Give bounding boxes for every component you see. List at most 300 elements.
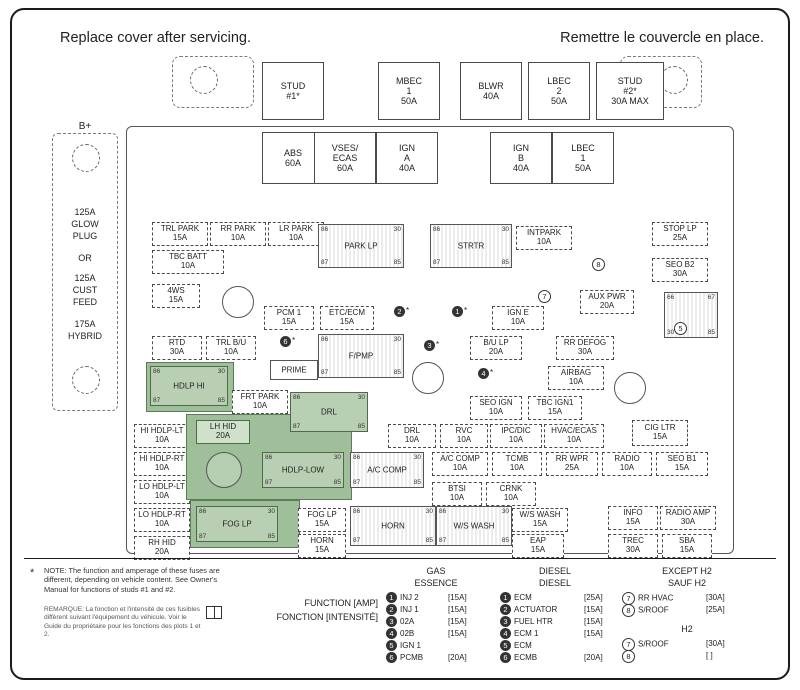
fuse-etc-ecm-amp: 15A <box>339 317 355 326</box>
relay-hdlp-hi-t87: 87 <box>153 397 161 404</box>
relay-drl[interactable] <box>290 392 368 432</box>
fuse-seo-ign-name: SEO IGN <box>479 398 513 408</box>
fuse-airbag[interactable] <box>548 366 604 390</box>
relay-fpmp-name: F/PMP <box>348 351 374 361</box>
legend-function-amp: FUNCTION [AMP] <box>304 598 378 608</box>
legend-col2-title1: DIESEL <box>538 566 571 576</box>
fuse-frt-park[interactable] <box>232 390 288 414</box>
legend-h2-1-amp: [30A] <box>706 639 725 648</box>
fuse-lbec-1-sub: 1 <box>580 152 586 163</box>
fuse-abs-name: ABS <box>283 147 302 158</box>
fuse-hi-hdlp-rt[interactable] <box>134 452 190 476</box>
fuse-crnk-amp: 10A <box>503 493 519 502</box>
legend-chip-d5: 5 <box>500 640 511 651</box>
fuse-eap-name: EAP <box>529 536 546 546</box>
callout-6-star: * <box>292 336 296 345</box>
fuse-ign-a-name: IGN <box>398 142 415 153</box>
glow-plug-label: 125A GLOW PLUG <box>71 207 99 242</box>
legend-diesel-1-name: ECM <box>514 593 532 602</box>
fuse-rr-defog-amp: 30A <box>577 347 593 356</box>
fuse-stop-lp[interactable] <box>652 222 708 246</box>
fuse-4ws-amp: 15A <box>168 295 184 304</box>
fuse-airbag-name: AIRBAG <box>560 368 592 378</box>
legend-chip-2: 2 <box>386 604 397 615</box>
relay-hdlp-low-t30: 30 <box>333 454 341 461</box>
relay-stud-block-t85: 85 <box>707 329 715 336</box>
fuse-mbec-1-sub: 1 <box>406 85 412 96</box>
legend-col3-title2: SAUF H2 <box>667 578 706 588</box>
fuse-hvac-ecas[interactable] <box>544 424 604 448</box>
fuse-hi-hdlp-lt-name: HI HDLP-LT <box>140 426 184 436</box>
relay-prime-name: PRIME <box>281 365 307 375</box>
fuse-lr-park[interactable] <box>268 222 324 246</box>
relay-drl-t87: 87 <box>293 423 301 430</box>
fuse-ign-b-amp: 40A <box>512 163 529 174</box>
legend-row-exh2-1 <box>622 592 762 604</box>
relay-drl-t86: 86 <box>293 394 301 401</box>
relay-strtr[interactable] <box>430 224 512 268</box>
fuse-stud-2-sub: #2* <box>623 85 637 96</box>
legend-chip-h7: 7 <box>622 638 635 651</box>
fuse-lbec-2[interactable] <box>528 62 590 120</box>
fuse-rr-park-name: RR PARK <box>220 224 256 234</box>
callout-7: 7 <box>538 290 551 303</box>
callout-4-star: * <box>490 368 494 377</box>
legend-gas-1-amp: [15A] <box>448 593 467 602</box>
relay-fpmp-t85: 85 <box>393 369 401 376</box>
fuse-hi-hdlp-rt-amp: 10A <box>154 463 170 472</box>
fuse-pcm-1[interactable] <box>264 306 314 330</box>
fuse-rtd-amp: 30A <box>169 347 185 356</box>
fuse-bu-lp[interactable] <box>470 336 522 360</box>
fuse-rvc-amp: 10A <box>456 435 472 444</box>
fuse-rr-wpr[interactable] <box>546 452 598 476</box>
legend-row-gas-4 <box>386 628 496 640</box>
fuse-eap[interactable] <box>512 534 564 558</box>
fuse-btsi-amp: 10A <box>449 493 465 502</box>
fuse-vses-name: VSES/ <box>331 142 359 153</box>
fuse-seo-b1[interactable] <box>656 452 708 476</box>
fuse-tcmb-name: TCMB <box>505 454 529 464</box>
legend-exh2-2-name: S/ROOF <box>638 605 669 615</box>
legend-gas-2-amp: [15A] <box>448 605 467 614</box>
fuse-radio-amp[interactable] <box>660 506 716 530</box>
fuse-rr-park[interactable] <box>210 222 266 246</box>
callout-3: 3 <box>424 340 435 351</box>
relay-park-lp-t87: 87 <box>321 259 329 266</box>
relay-horn-t87: 87 <box>353 537 361 544</box>
fuse-info[interactable] <box>608 506 658 530</box>
legend-chip-d2: 2 <box>500 604 511 615</box>
fuse-stud-1-name: STUD <box>280 80 306 91</box>
fuse-fog-lp[interactable] <box>298 508 346 532</box>
fuse-blwr[interactable] <box>460 62 522 120</box>
callout-2: 2 <box>394 306 405 317</box>
fuse-frt-park-name: FRT PARK <box>240 392 280 402</box>
relay-stud-block-t67: 67 <box>707 294 715 301</box>
fuse-frt-park-amp: 10A <box>252 401 268 410</box>
relay-park-lp-name: PARK LP <box>344 241 378 251</box>
fuse-tbc-ign1[interactable] <box>528 396 582 420</box>
fuse-eap-amp: 15A <box>530 545 546 554</box>
legend-chip-d6: 6 <box>500 652 511 663</box>
relay-horn-t30: 30 <box>425 508 433 515</box>
fuse-rr-park-amp: 10A <box>230 233 246 242</box>
bplus-stud-2 <box>72 366 100 394</box>
fuse-blwr-name: BLWR <box>478 80 504 91</box>
fuse-radio-amp: 10A <box>619 463 635 472</box>
fuse-hi-hdlp-lt-amp: 10A <box>154 435 170 444</box>
relay-ac-comp-t30: 30 <box>413 454 421 461</box>
legend-col2-title2: DIESEL <box>538 578 571 588</box>
relay-horn-t85: 85 <box>425 537 433 544</box>
fuse-aux-pwr-name: AUX PWR <box>588 292 626 302</box>
fuse-rh-hid[interactable] <box>134 536 190 560</box>
relay-strtr-t86: 86 <box>433 226 441 233</box>
header-left: Replace cover after servicing. <box>60 30 251 46</box>
legend-diesel-3-name: FUEL HTR <box>514 617 553 626</box>
fuse-bu-lp-amp: 20A <box>488 347 504 356</box>
fuse-seo-b1-amp: 15A <box>674 463 690 472</box>
legend-diesel-2-amp: [15A] <box>584 605 603 614</box>
fuse-rvc-name: RVC <box>455 426 473 436</box>
relay-ac-comp-t87: 87 <box>353 479 361 486</box>
fuse-stud-1-sub: #1* <box>286 91 300 101</box>
legend-row-gas-5 <box>386 640 496 652</box>
legend-h2-2-amp: [ ] <box>706 651 713 660</box>
legend-chip-d4: 4 <box>500 628 511 639</box>
cust-feed-label: 125A CUST FEED <box>72 273 98 308</box>
legend-row-h2-1 <box>622 638 762 650</box>
fuse-crnk-name: CRNK <box>499 484 523 494</box>
fuse-ign-a-amp: 40A <box>398 163 415 174</box>
relay-park-lp[interactable] <box>318 224 404 268</box>
legend-row-h2-2 <box>622 650 762 662</box>
fuse-4ws-name: 4WS <box>167 286 185 296</box>
fuse-stop-lp-amp: 25A <box>672 233 688 242</box>
relay-park-lp-t30: 30 <box>393 226 401 233</box>
relay-hdlp-low-t86: 86 <box>265 454 273 461</box>
legend-h2-1-name: S/ROOF <box>638 639 669 649</box>
legend-exh2-2-amp: [25A] <box>706 605 725 614</box>
fuse-pcm-1-amp: 15A <box>281 317 297 326</box>
legend-gas-6-amp: [20A] <box>448 653 467 662</box>
relay-ws-wash-t86: 86 <box>439 508 447 515</box>
callout-6: 6 <box>280 336 291 347</box>
fuse-lo-hdlp-rt[interactable] <box>134 508 190 532</box>
fuse-horn[interactable] <box>298 534 346 558</box>
fuse-trec-amp: 30A <box>625 545 641 554</box>
relay-hdlp-hi-t85: 85 <box>217 397 225 404</box>
fuse-ipc-dic[interactable] <box>490 424 542 448</box>
fuse-lr-park-amp: 10A <box>288 233 304 242</box>
legend-chip-d1: 1 <box>500 592 511 603</box>
fuse-ac-comp-amp: 10A <box>452 463 468 472</box>
fuse-info-name: INFO <box>623 508 643 518</box>
fuse-lh-hid-amp: 20A <box>215 431 231 440</box>
fuse-sba[interactable] <box>662 534 712 558</box>
fuse-cig-ltr[interactable] <box>632 420 688 446</box>
fuse-ign-e-name: IGN E <box>507 308 529 318</box>
fuse-sba-amp: 15A <box>679 545 695 554</box>
relay-fog-lp[interactable] <box>196 506 278 542</box>
legend-note-en: NOTE: The function and amperage of these fuses are different, depending on vehicle content. See Owner's Manual for functions of studs #1 and #2. <box>44 566 220 594</box>
fuse-lbec-2-name: LBEC <box>547 75 571 86</box>
fuse-radio-name: RADIO <box>614 454 640 464</box>
fuse-lbec-1-amp: 50A <box>574 163 591 174</box>
legend-chip-h8: 8 <box>622 650 635 663</box>
fuse-etc-ecm-name: ETC/ECM <box>329 308 365 318</box>
legend-col1-title1: GAS <box>426 566 446 576</box>
legend-gas-3-amp: [15A] <box>448 617 467 626</box>
fuse-drl[interactable] <box>388 424 436 448</box>
fuse-hi-hdlp-rt-name: HI HDLP-RT <box>139 454 185 464</box>
fuse-trec-name: TREC <box>622 536 644 546</box>
legend-col3-title3: H2 <box>681 624 693 634</box>
callout-3-star: * <box>436 340 440 349</box>
fuse-ign-a-sub: A <box>403 152 410 163</box>
fuse-ws-wash[interactable] <box>512 508 568 532</box>
fuse-ipc-dic-amp: 10A <box>508 435 524 444</box>
fuse-lr-park-name: LR PARK <box>279 224 313 234</box>
legend-row-exh2-2 <box>622 604 762 616</box>
fuse-tbc-batt[interactable] <box>152 250 224 274</box>
legend-row-gas-6 <box>386 652 496 664</box>
relay-hdlp-hi[interactable] <box>150 366 228 406</box>
relay-stud-block-t66: 66 <box>667 294 675 301</box>
fuse-lo-hdlp-lt[interactable] <box>134 480 190 504</box>
relay-strtr-name: STRTR <box>457 241 485 251</box>
relay-fpmp[interactable] <box>318 334 404 378</box>
relay-ws-wash-name: W/S WASH <box>453 521 495 531</box>
fuse-lo-hdlp-lt-amp: 10A <box>154 491 170 500</box>
fuse-horn-name: HORN <box>310 536 334 546</box>
relay-hdlp-hi-t86: 86 <box>153 368 161 375</box>
legend-diesel-5-name: ECM <box>514 641 532 650</box>
fuse-aux-pwr[interactable] <box>580 290 634 314</box>
legend-note-fr: REMARQUE: La fonction et l'intensité de ces fusibles diffèrent suivant l'équipement du véhicule. Voir le Guide du propriétaire pour les fonctions des plots 1 et 2. <box>44 606 201 639</box>
legend-exh2-1-amp: [30A] <box>706 593 725 602</box>
fuse-ign-a[interactable] <box>376 132 438 184</box>
legend-diesel-3-amp: [15A] <box>584 617 603 626</box>
fuse-ipc-dic-name: IPC/DIC <box>501 426 531 436</box>
fuse-tbc-ign1-amp: 15A <box>547 407 563 416</box>
fuse-seo-b2[interactable] <box>652 258 708 282</box>
fuse-radio-amp-amp: 30A <box>680 517 696 526</box>
fuse-btsi-name: BTSI <box>448 484 466 494</box>
legend-row-gas-2 <box>386 604 496 616</box>
fuse-trl-bu-name: TRL B/U <box>215 338 247 348</box>
fuse-trl-bu-amp: 10A <box>223 347 239 356</box>
relay-park-lp-t85: 85 <box>393 259 401 266</box>
relay-ac-comp-t85: 85 <box>413 479 421 486</box>
legend-diesel-4-amp: [15A] <box>584 629 603 638</box>
legend-col3-title1: EXCEPT H2 <box>662 566 712 576</box>
fuse-stud-2-amp: 30A MAX <box>611 96 649 107</box>
legend-col1 <box>386 592 496 664</box>
fuse-intpark[interactable] <box>516 226 572 250</box>
legend-gas-3-name: 02A <box>400 617 415 626</box>
fuse-intpark-amp: 10A <box>536 237 552 246</box>
fuse-fog-lp-amp: 15A <box>314 519 330 528</box>
fuse-cig-ltr-amp: 15A <box>652 432 668 441</box>
fuse-rh-hid-amp: 20A <box>154 547 170 556</box>
legend-exh2-1-name: RR HVAC <box>638 593 674 603</box>
legend-diesel-1-amp: [25A] <box>584 593 603 602</box>
fuse-mbec-1[interactable] <box>378 62 440 120</box>
fuse-lbec-2-sub: 2 <box>556 85 562 96</box>
relay-fog-lp-t87: 87 <box>199 533 207 540</box>
legend-row-diesel-2 <box>500 604 630 616</box>
relay-ac-comp[interactable] <box>350 452 424 488</box>
fuse-tbc-ign1-name: TBC IGN1 <box>536 398 574 408</box>
legend-note-star: * <box>30 567 35 579</box>
fuse-crnk[interactable] <box>486 482 536 506</box>
relay-strtr-t87: 87 <box>433 259 441 266</box>
fuse-vses-ecas[interactable] <box>314 132 376 184</box>
fuse-vses-sub: ECAS <box>332 152 358 163</box>
fuse-rr-defog[interactable] <box>556 336 614 360</box>
relay-hdlp-low-t85: 85 <box>333 479 341 486</box>
legend-row-diesel-6 <box>500 652 630 664</box>
fuse-lh-hid-name: LH HID <box>209 422 237 432</box>
legend-chip-4: 4 <box>386 628 397 639</box>
relay-horn[interactable] <box>350 506 436 546</box>
fuse-stop-lp-name: STOP LP <box>663 224 697 234</box>
fuse-ign-b[interactable] <box>490 132 552 184</box>
legend-gas-4-amp: [15A] <box>448 629 467 638</box>
fuse-ign-e-amp: 10A <box>510 317 526 326</box>
empty-socket-3 <box>614 372 646 404</box>
legend-col1-title2: ESSENCE <box>414 578 458 588</box>
fuse-lo-hdlp-rt-name: LO HDLP-RT <box>138 510 186 520</box>
legend-chip-6: 6 <box>386 652 397 663</box>
fuse-4ws[interactable] <box>152 284 200 308</box>
fuse-trl-park[interactable] <box>152 222 208 246</box>
fuse-blwr-amp: 40A <box>482 91 499 101</box>
relay-ws-wash-t87: 87 <box>439 537 447 544</box>
fuse-ign-b-sub: B <box>517 152 524 163</box>
fuse-radio-amp-name: RADIO AMP <box>665 508 711 518</box>
fuse-tcmb[interactable] <box>492 452 542 476</box>
legend-chip-e7: 7 <box>622 592 635 605</box>
relay-hdlp-low[interactable] <box>262 452 344 488</box>
fuse-tbc-batt-amp: 10A <box>180 261 196 270</box>
callout-1: 1 <box>452 306 463 317</box>
legend-divider <box>24 558 776 559</box>
legend-fonction-intensite: FONCTION [INTENSITÉ] <box>276 612 378 622</box>
hybrid-label: 175A HYBRID <box>67 319 102 342</box>
fuse-ign-e[interactable] <box>492 306 544 330</box>
fuse-lbec-1[interactable] <box>552 132 614 184</box>
relay-fog-lp-t86: 86 <box>199 508 207 515</box>
legend-diesel-6-name: ECMB <box>514 653 538 662</box>
fuse-vses-amp: 60A <box>336 163 353 174</box>
fuse-lbec-1-name: LBEC <box>571 142 595 153</box>
legend-row-diesel-1 <box>500 592 630 604</box>
relay-hdlp-hi-name: HDLP HI <box>173 381 205 391</box>
fuse-sba-name: SBA <box>678 536 695 546</box>
fuse-stud-2[interactable] <box>596 62 664 120</box>
legend-row-gas-1 <box>386 592 496 604</box>
relay-hdlp-low-name: HDLP-LOW <box>281 465 325 475</box>
fuse-airbag-amp: 10A <box>568 377 584 386</box>
relay-horn-t86: 86 <box>353 508 361 515</box>
fuse-info-amp: 15A <box>625 517 641 526</box>
fuse-mbec-1-amp: 50A <box>400 96 417 107</box>
fuse-hvac-ecas-amp: 10A <box>566 435 582 444</box>
fuse-ac-comp-name: A/C COMP <box>440 454 480 464</box>
legend-row-gas-3 <box>386 616 496 628</box>
fuse-trl-bu[interactable] <box>206 336 256 360</box>
fuse-drl-name: DRL <box>403 426 420 436</box>
stud-ring-right <box>660 66 688 94</box>
relay-fog-lp-t85: 85 <box>267 533 275 540</box>
relay-prime[interactable] <box>270 360 318 380</box>
fuse-hvac-ecas-name: HVAC/ECAS <box>551 426 597 436</box>
relay-hdlp-low-t87: 87 <box>265 479 273 486</box>
fuse-etc-ecm[interactable] <box>320 306 374 330</box>
fuse-trl-park-amp: 15A <box>172 233 188 242</box>
or-label: OR <box>78 253 92 263</box>
header-right: Remettre le couvercle en place. <box>560 30 764 46</box>
fuse-lh-hid[interactable] <box>196 420 250 444</box>
callout-1-star: * <box>464 306 468 315</box>
fuse-stud-1[interactable] <box>262 62 324 120</box>
legend-diesel-4-name: ECM 1 <box>514 629 539 638</box>
relay-drl-t30: 30 <box>357 394 365 401</box>
fuse-rh-hid-name: RH HID <box>148 538 176 548</box>
fuse-intpark-name: INTPARK <box>526 228 562 238</box>
relay-strtr-t30: 30 <box>501 226 509 233</box>
fuse-btsi[interactable] <box>432 482 482 506</box>
fuse-trec[interactable] <box>608 534 658 558</box>
relay-park-lp-t86: 86 <box>321 226 329 233</box>
fuse-rtd[interactable] <box>152 336 202 360</box>
fuse-bu-lp-name: B/U LP <box>483 338 509 348</box>
fuse-rvc[interactable] <box>440 424 488 448</box>
fuse-aux-pwr-amp: 20A <box>599 301 615 310</box>
relay-stud-block[interactable] <box>664 292 718 338</box>
fuse-hi-hdlp-lt[interactable] <box>134 424 190 448</box>
fuse-ign-b-name: IGN <box>512 142 529 153</box>
fuse-rtd-name: RTD <box>168 338 186 348</box>
bplus-stud-1 <box>72 144 100 172</box>
fuse-mbec-1-name: MBEC <box>395 75 422 86</box>
callout-8: 8 <box>592 258 605 271</box>
callout-5: 5 <box>674 322 687 335</box>
fuse-pcm-1-name: PCM 1 <box>276 308 302 318</box>
legend-row-diesel-4 <box>500 628 630 640</box>
fuse-lbec-2-amp: 50A <box>550 96 567 107</box>
fuse-abs-amp: 60A <box>284 158 301 168</box>
relay-strtr-t85: 85 <box>501 259 509 266</box>
fuse-radio[interactable] <box>602 452 652 476</box>
relay-ws-wash[interactable] <box>436 506 512 546</box>
fuse-cig-ltr-name: CIG LTR <box>644 423 676 433</box>
fuse-drl-amp: 10A <box>404 435 420 444</box>
relay-drl-name: DRL <box>320 407 337 417</box>
relay-fpmp-t30: 30 <box>393 336 401 343</box>
fuse-ac-comp[interactable] <box>432 452 488 476</box>
fuse-rr-wpr-amp: 25A <box>564 463 580 472</box>
legend-chip-5: 5 <box>386 640 397 651</box>
legend-row-diesel-5 <box>500 640 630 652</box>
relay-ws-wash-t30: 30 <box>501 508 509 515</box>
relay-stud-block-t30: 30 <box>667 329 675 336</box>
fuse-seo-ign[interactable] <box>470 396 522 420</box>
relay-ac-comp-name: A/C COMP <box>367 465 407 475</box>
